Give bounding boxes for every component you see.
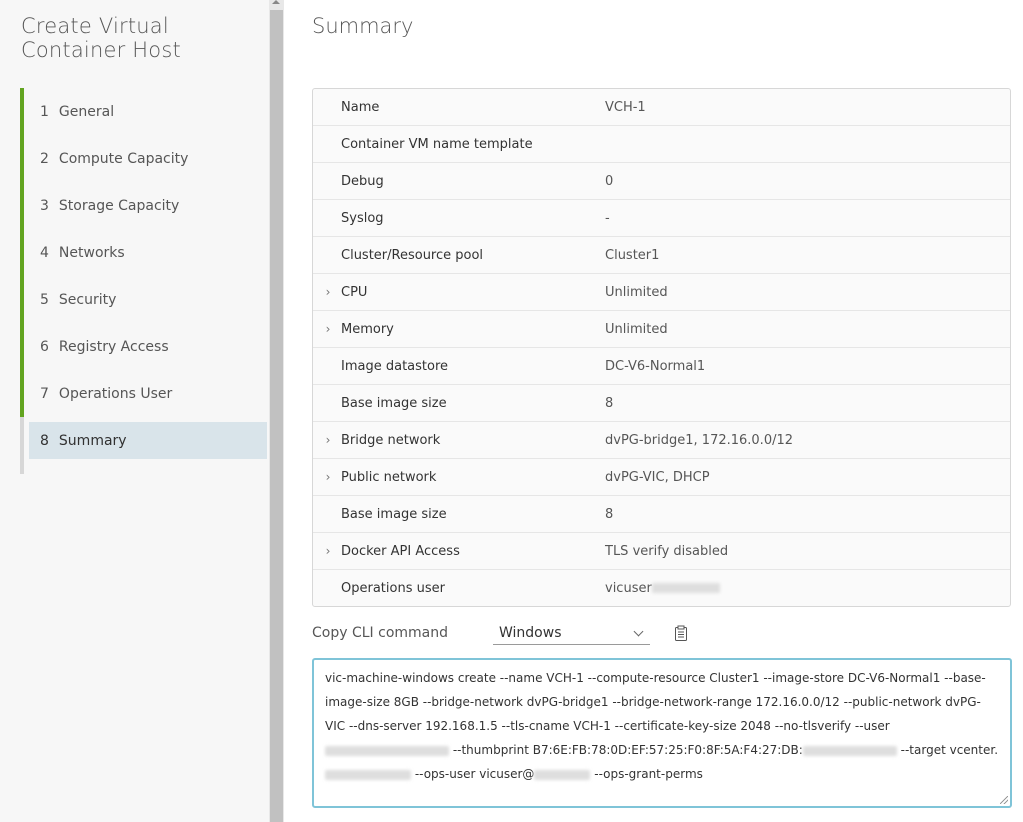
summary-row-name	[313, 89, 1010, 126]
row-value	[605, 581, 1010, 596]
row-key: Docker API Access	[341, 543, 460, 559]
step-general[interactable]	[20, 88, 267, 135]
row-value: Unlimited	[605, 321, 668, 337]
row-value: -	[605, 210, 610, 226]
summary-row-bridge-network[interactable]	[313, 422, 1010, 459]
operations-user-value: vicuser	[605, 580, 652, 596]
wizard-steps	[20, 88, 267, 464]
summary-row-syslog	[313, 200, 1010, 237]
summary-row-vm-name-template	[313, 126, 1010, 163]
step-label: Networks	[58, 244, 125, 261]
step-label: Security	[58, 291, 117, 308]
row-value: 0	[605, 173, 614, 189]
step-compute-capacity[interactable]	[20, 135, 267, 182]
row-value: DC-V6-Normal1	[605, 358, 706, 374]
step-label: Summary	[58, 432, 127, 449]
row-key: Container VM name template	[341, 136, 533, 152]
summary-row-image-datastore	[313, 348, 1010, 385]
redacted-text	[652, 583, 720, 593]
cli-text-part: --thumbprint B7:6E:FB:78:0D:EF:57:25:F0:8F:5A:F4:27:DB:	[449, 743, 803, 757]
row-key: Operations user	[341, 580, 445, 596]
row-value: 8	[605, 395, 614, 411]
row-key: Bridge network	[341, 432, 441, 448]
row-value: dvPG-VIC, DHCP	[605, 469, 710, 485]
os-select[interactable]	[493, 621, 650, 645]
redacted-text	[803, 746, 897, 756]
step-number: 6	[40, 338, 49, 355]
cli-toolbar	[312, 618, 1012, 648]
step-number: 4	[40, 244, 49, 261]
summary-row-memory[interactable]	[313, 311, 1010, 348]
chevron-right-icon[interactable]: ›	[325, 470, 331, 484]
summary-row-docker-api-access[interactable]	[313, 533, 1010, 570]
page-title: Summary	[312, 14, 414, 38]
row-value: TLS verify disabled	[605, 543, 729, 559]
wizard-sidebar	[0, 0, 269, 822]
step-security[interactable]	[20, 276, 267, 323]
row-value: dvPG-bridge1, 172.16.0.0/12	[605, 432, 794, 448]
resize-handle-icon[interactable]	[1000, 796, 1008, 804]
summary-row-cluster	[313, 237, 1010, 274]
clipboard-icon[interactable]	[674, 625, 688, 641]
cli-text-part: --ops-user vicuser@	[411, 767, 535, 781]
row-value: 8	[605, 506, 614, 522]
copy-cli-label: Copy CLI command	[312, 625, 448, 641]
scrollbar-thumb[interactable]	[270, 10, 283, 822]
step-storage-capacity[interactable]	[20, 182, 267, 229]
row-key: Memory	[341, 321, 394, 337]
step-number: 5	[40, 291, 49, 308]
step-label: Storage Capacity	[58, 197, 180, 214]
row-value: Unlimited	[605, 284, 668, 300]
cli-command-textarea[interactable]	[312, 658, 1012, 808]
step-label: Operations User	[58, 385, 173, 402]
scroll-up-arrow-icon[interactable]	[272, 0, 280, 4]
chevron-right-icon[interactable]: ›	[325, 322, 331, 336]
summary-row-debug	[313, 163, 1010, 200]
step-registry-access[interactable]	[20, 323, 267, 370]
step-number: 1	[40, 103, 49, 120]
summary-row-cpu[interactable]	[313, 274, 1010, 311]
chevron-down-icon	[634, 627, 644, 637]
row-key: Public network	[341, 469, 437, 485]
step-summary[interactable]	[20, 417, 267, 464]
row-key: Name	[341, 99, 380, 115]
chevron-right-icon[interactable]: ›	[325, 285, 331, 299]
summary-row-operations-user	[313, 570, 1010, 606]
step-operations-user[interactable]	[20, 370, 267, 417]
step-number: 3	[40, 197, 49, 214]
chevron-right-icon[interactable]: ›	[325, 544, 331, 558]
row-key: Base image size	[341, 506, 447, 522]
redacted-text	[325, 746, 449, 756]
wizard-title: Create Virtual Container Host	[21, 14, 181, 62]
step-label: Compute Capacity	[58, 150, 189, 167]
cli-text-part: --ops-grant-perms	[590, 767, 703, 781]
step-number: 8	[40, 432, 49, 449]
step-number: 7	[40, 385, 49, 402]
row-key: Syslog	[341, 210, 384, 226]
summary-row-public-network[interactable]	[313, 459, 1010, 496]
step-label: General	[58, 103, 115, 120]
chevron-right-icon[interactable]: ›	[325, 433, 331, 447]
row-key: Debug	[341, 173, 384, 189]
step-label: Registry Access	[58, 338, 169, 355]
row-key: Cluster/Resource pool	[341, 247, 484, 263]
os-select-value: Windows	[499, 624, 562, 641]
redacted-text	[325, 770, 411, 780]
row-key: Image datastore	[341, 358, 449, 374]
summary-row-base-image-size-2	[313, 496, 1010, 533]
row-key: Base image size	[341, 395, 447, 411]
row-value: Cluster1	[605, 247, 660, 263]
cli-text-part: --target vcenter.	[896, 743, 999, 757]
row-value: VCH-1	[605, 99, 646, 115]
step-number: 2	[40, 150, 49, 167]
redacted-text	[534, 770, 590, 780]
sidebar-scrollbar[interactable]	[269, 0, 284, 822]
step-networks[interactable]	[20, 229, 267, 276]
main-content	[284, 0, 1023, 822]
summary-row-base-image-size	[313, 385, 1010, 422]
cli-text-part: vic-machine-windows create --name VCH-1 --compute-resource Cluster1 --image-store DC-V6-Normal1 --base-image-size 8GB --bridge-network dvPG-bridge1 --bridge-network-range 172.16.0.0/12 --public-network dvPG-VIC --dns-server 192.168.1.5 --tls-cname VCH-1 --certificate-key-size 2048 --no-tlsverify --user	[325, 671, 986, 733]
summary-table	[312, 88, 1011, 607]
row-key: CPU	[341, 284, 368, 300]
